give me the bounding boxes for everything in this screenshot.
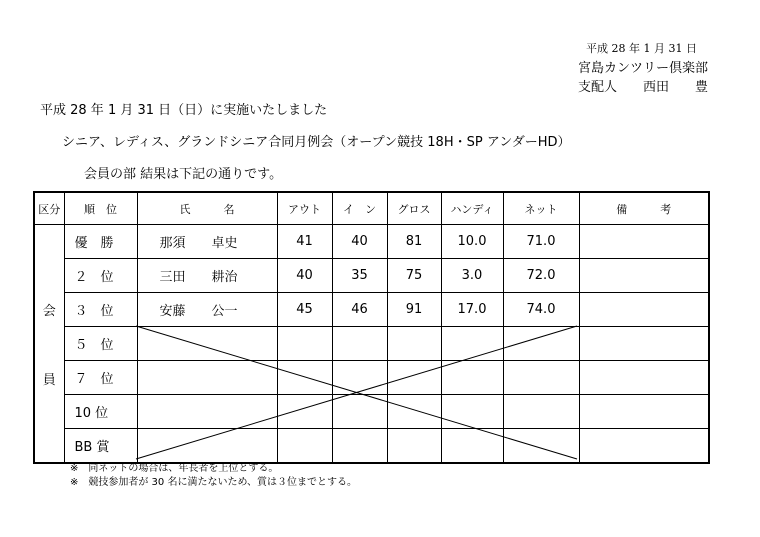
sender-name: 支配人 西田 豊: [578, 80, 709, 95]
table-row: [34, 293, 709, 327]
header-in: イ ン: [332, 192, 387, 225]
table-row: [34, 327, 709, 361]
note-cell: [579, 429, 709, 464]
header-remarks: 備 考: [579, 192, 709, 225]
in-cell: [332, 395, 387, 429]
gross-cell: [387, 327, 441, 361]
header-category: 区分: [34, 192, 64, 225]
note-cell: [579, 361, 709, 395]
rank-cell: BB 賞: [64, 429, 137, 464]
event-title: シニア、レディス、グランドシニア合同月例会（オープン競技 18H・SP アンダーHD）: [62, 135, 571, 150]
section-title: 会員の部 結果は下記の通りです。: [84, 167, 283, 182]
intro-text: 平成 28 年 1 月 31 日（日）に実施いたしました: [40, 103, 328, 118]
out-cell: [277, 327, 332, 361]
in-cell: [332, 361, 387, 395]
name-cell: [137, 361, 277, 395]
footnotes: [70, 462, 357, 490]
table-header-row: [34, 192, 709, 225]
net-cell: [503, 429, 579, 464]
header-gross: グロス: [387, 192, 441, 225]
handicap-cell: [441, 361, 503, 395]
net-cell: [503, 395, 579, 429]
in-cell: [332, 327, 387, 361]
gross-cell: 91: [387, 293, 441, 327]
table-row: [34, 259, 709, 293]
footnote: ※ 同ネットの場合は、年長者を上位とする。: [70, 463, 279, 474]
gross-cell: 81: [387, 225, 441, 259]
net-cell: 71.0: [503, 225, 579, 259]
handicap-cell: [441, 327, 503, 361]
out-cell: 40: [277, 259, 332, 293]
results-table: [33, 191, 710, 464]
out-cell: [277, 429, 332, 464]
rank-cell: ７ 位: [64, 361, 137, 395]
table-row: [34, 225, 709, 259]
in-cell: 40: [332, 225, 387, 259]
handicap-cell: [441, 395, 503, 429]
gross-cell: [387, 395, 441, 429]
net-cell: 74.0: [503, 293, 579, 327]
handicap-cell: 3.0: [441, 259, 503, 293]
gross-cell: 75: [387, 259, 441, 293]
header-rank: 順 位: [64, 192, 137, 225]
rank-cell: ３ 位: [64, 293, 137, 327]
net-cell: 72.0: [503, 259, 579, 293]
handicap-cell: 17.0: [441, 293, 503, 327]
in-cell: 46: [332, 293, 387, 327]
footnote: ※ 競技参加者が 30 名に満たないため、賞は３位までとする。: [70, 477, 358, 488]
gross-cell: [387, 361, 441, 395]
header-net: ネット: [503, 192, 579, 225]
name-cell: 三田 耕治: [137, 259, 277, 293]
rank-cell: 優 勝: [64, 225, 137, 259]
header-name: 氏 名: [137, 192, 277, 225]
out-cell: 45: [277, 293, 332, 327]
table-row: [34, 395, 709, 429]
note-cell: [579, 259, 709, 293]
header-out: アウト: [277, 192, 332, 225]
gross-cell: [387, 429, 441, 464]
note-cell: [579, 327, 709, 361]
table-row: [34, 429, 709, 464]
in-cell: 35: [332, 259, 387, 293]
table-row: [34, 361, 709, 395]
name-cell: 那須 卓史: [137, 225, 277, 259]
organization-name: 宮島カンツリー倶楽部: [578, 61, 709, 76]
header-handicap: ハンディ: [441, 192, 503, 225]
note-cell: [579, 225, 709, 259]
rank-cell: ２ 位: [64, 259, 137, 293]
net-cell: [503, 361, 579, 395]
out-cell: [277, 361, 332, 395]
name-cell: [137, 395, 277, 429]
category-cell: [34, 225, 64, 464]
in-cell: [332, 429, 387, 464]
handicap-cell: 10.0: [441, 225, 503, 259]
note-cell: [579, 293, 709, 327]
name-cell: [137, 327, 277, 361]
document-date: 平成 28 年 1 月 31 日: [586, 42, 697, 55]
out-cell: [277, 395, 332, 429]
name-cell: 安藤 公一: [137, 293, 277, 327]
name-cell: [137, 429, 277, 464]
rank-cell: ５ 位: [64, 327, 137, 361]
net-cell: [503, 327, 579, 361]
category-char: 会: [42, 303, 56, 319]
category-char: 員: [42, 372, 56, 388]
note-cell: [579, 395, 709, 429]
handicap-cell: [441, 429, 503, 464]
out-cell: 41: [277, 225, 332, 259]
rank-cell: 10 位: [64, 395, 137, 429]
